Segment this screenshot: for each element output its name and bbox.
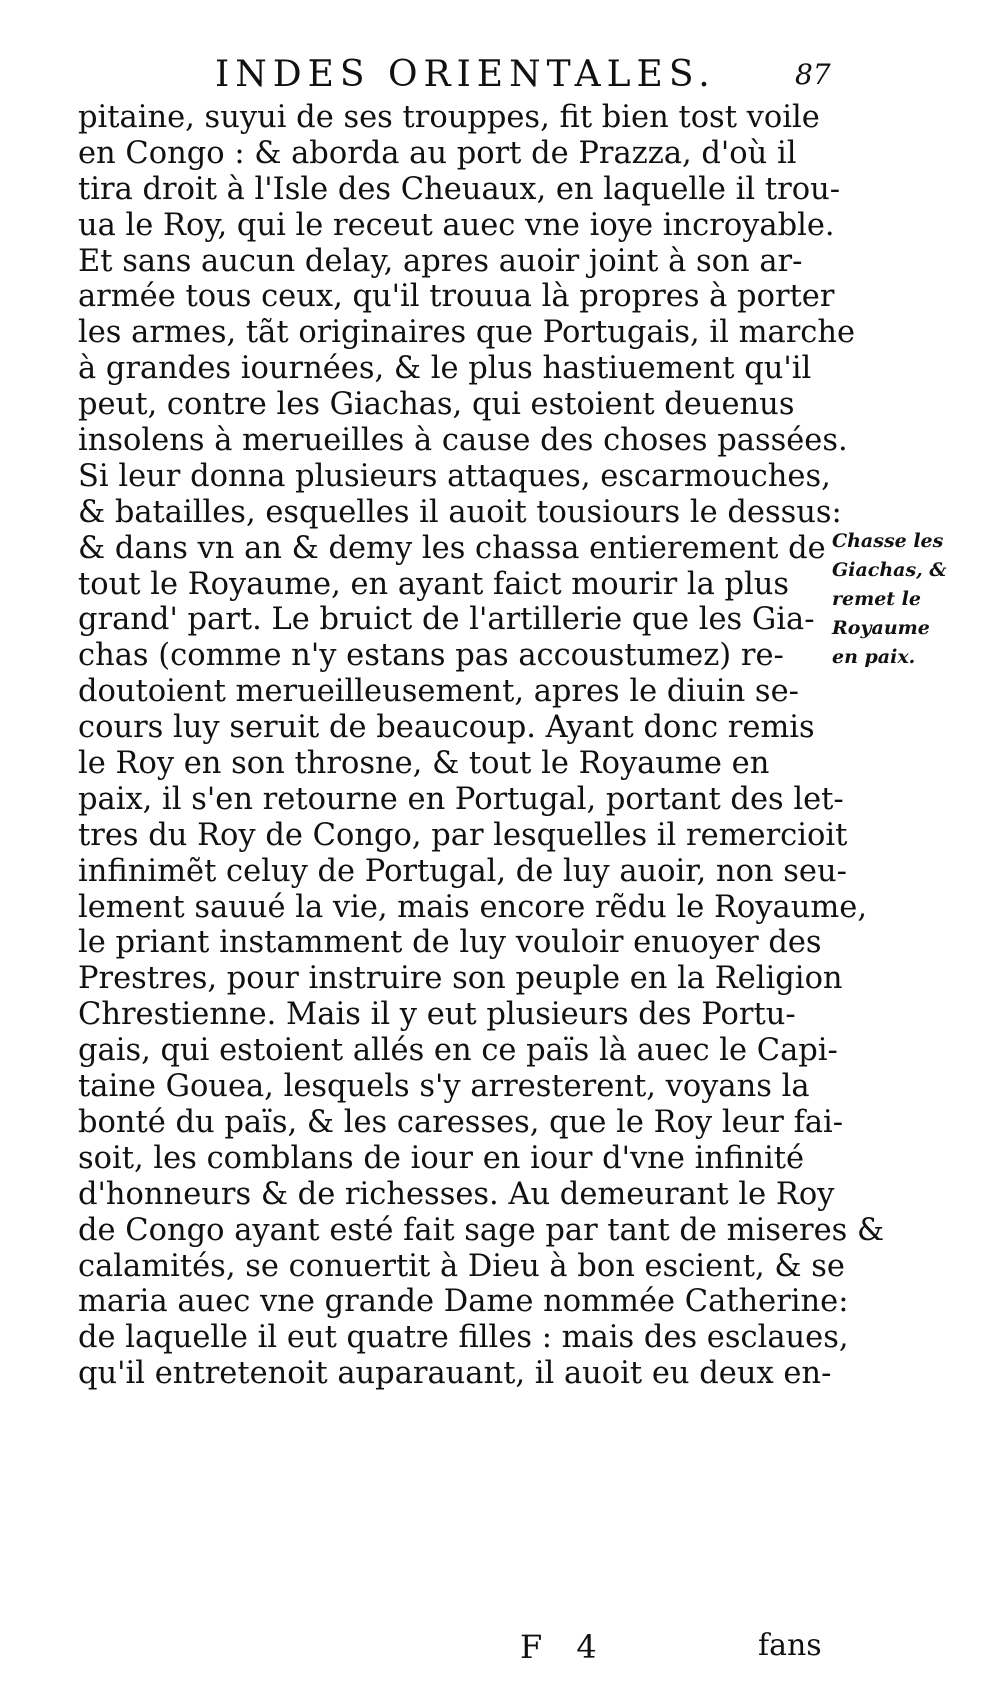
text-line: & dans vn an & demy les chassa entierement de: [78, 530, 826, 566]
text-line: le priant instamment de luy vouloir enuoyer des: [78, 925, 822, 961]
text-line: taine Gouea, lesquels s'y arresterent, voyans la: [78, 1069, 810, 1105]
margin-note-line: remet le: [832, 588, 921, 610]
text-line: d'honneurs & de richesses. Au demeurant le Roy: [78, 1176, 835, 1212]
text-line: lement sauué la vie, mais encore rẽdu le Royaume,: [78, 889, 868, 925]
text-line: qu'il entretenoit auparauant, il auoit eu deux en-: [78, 1356, 832, 1392]
text-line: le Roy en son throsne, & tout le Royaume en: [78, 746, 770, 782]
text-line: ua le Roy, qui le receut auec vne ioye incroyable.: [78, 207, 835, 243]
margin-note: [832, 527, 992, 672]
text-line: soit, les comblans de iour en iour d'vne infinité: [78, 1140, 805, 1176]
text-line: peut, contre les Giachas, qui estoient deuenus: [78, 387, 795, 423]
text-line: & batailles, esquelles il auoit tousiours le dessus:: [78, 494, 842, 530]
margin-note-line: Royaume: [832, 617, 930, 639]
text-line: infinimẽt celuy de Portugal, de luy auoir, non seu-: [78, 853, 847, 889]
text-line: chas (comme n'y estans pas accoustumez) re-: [78, 638, 784, 674]
text-line: cours luy seruit de beaucoup. Ayant donc remis: [78, 710, 815, 746]
text-line: maria auec vne grande Dame nommée Catherine:: [78, 1284, 849, 1320]
catchword: fans: [758, 1628, 822, 1663]
text-line: Si leur donna plusieurs attaques, escarmouches,: [78, 458, 831, 494]
text-line: tres du Roy de Congo, par lesquelles il remercioit: [78, 817, 848, 853]
margin-note-line: Chasse les: [832, 530, 944, 552]
text-line: tout le Royaume, en ayant faict mourir la plus: [78, 566, 790, 602]
text-line: gais, qui estoient allés en ce païs là auec le Capi-: [78, 1033, 838, 1069]
running-title: INDES ORIENTALES.: [215, 54, 716, 95]
margin-note-line: Giachas, &: [832, 559, 947, 581]
text-line: de Congo ayant esté fait sage par tant de miseres &: [78, 1212, 885, 1248]
text-line: armée tous ceux, qu'il trouua là propres à porter: [78, 279, 835, 315]
margin-note-line: en paix.: [832, 646, 916, 668]
text-line: de laquelle il eut quatre filles : mais des esclaues,: [78, 1320, 849, 1356]
text-line: bonté du païs, & les caresses, que le Roy leur fai-: [78, 1104, 844, 1140]
text-line: tira droit à l'Isle des Cheuaux, en laquelle il trou-: [78, 171, 841, 207]
text-line: à grandes iournées, & le plus hastiuement qu'il: [78, 351, 812, 387]
text-line: insolens à merueilles à cause des choses passées.: [78, 423, 848, 459]
text-line: en Congo : & aborda au port de Prazza, d'où il: [78, 135, 797, 171]
signature-mark: F 4: [520, 1628, 609, 1666]
text-line: pitaine, suyui de ses trouppes, fit bien tost voile: [78, 100, 820, 135]
text-line: calamités, se conuertit à Dieu à bon escient, & se: [78, 1248, 845, 1284]
text-line: Prestres, pour instruire son peuple en la Religion: [78, 961, 843, 997]
text-line: doutoient merueilleusement, apres le diuin se-: [78, 674, 799, 710]
text-line: Et sans aucun delay, apres auoir joint à son ar-: [78, 243, 803, 279]
text-line: Chrestienne. Mais il y eut plusieurs des Portu-: [78, 997, 796, 1033]
page-number: 87: [795, 58, 831, 91]
text-line: les armes, tãt originaires que Portugais, il marche: [78, 315, 856, 351]
text-line: grand' part. Le bruict de l'artillerie que les Gia-: [78, 602, 815, 638]
text-line: paix, il s'en retourne en Portugal, portant des let-: [78, 781, 844, 817]
